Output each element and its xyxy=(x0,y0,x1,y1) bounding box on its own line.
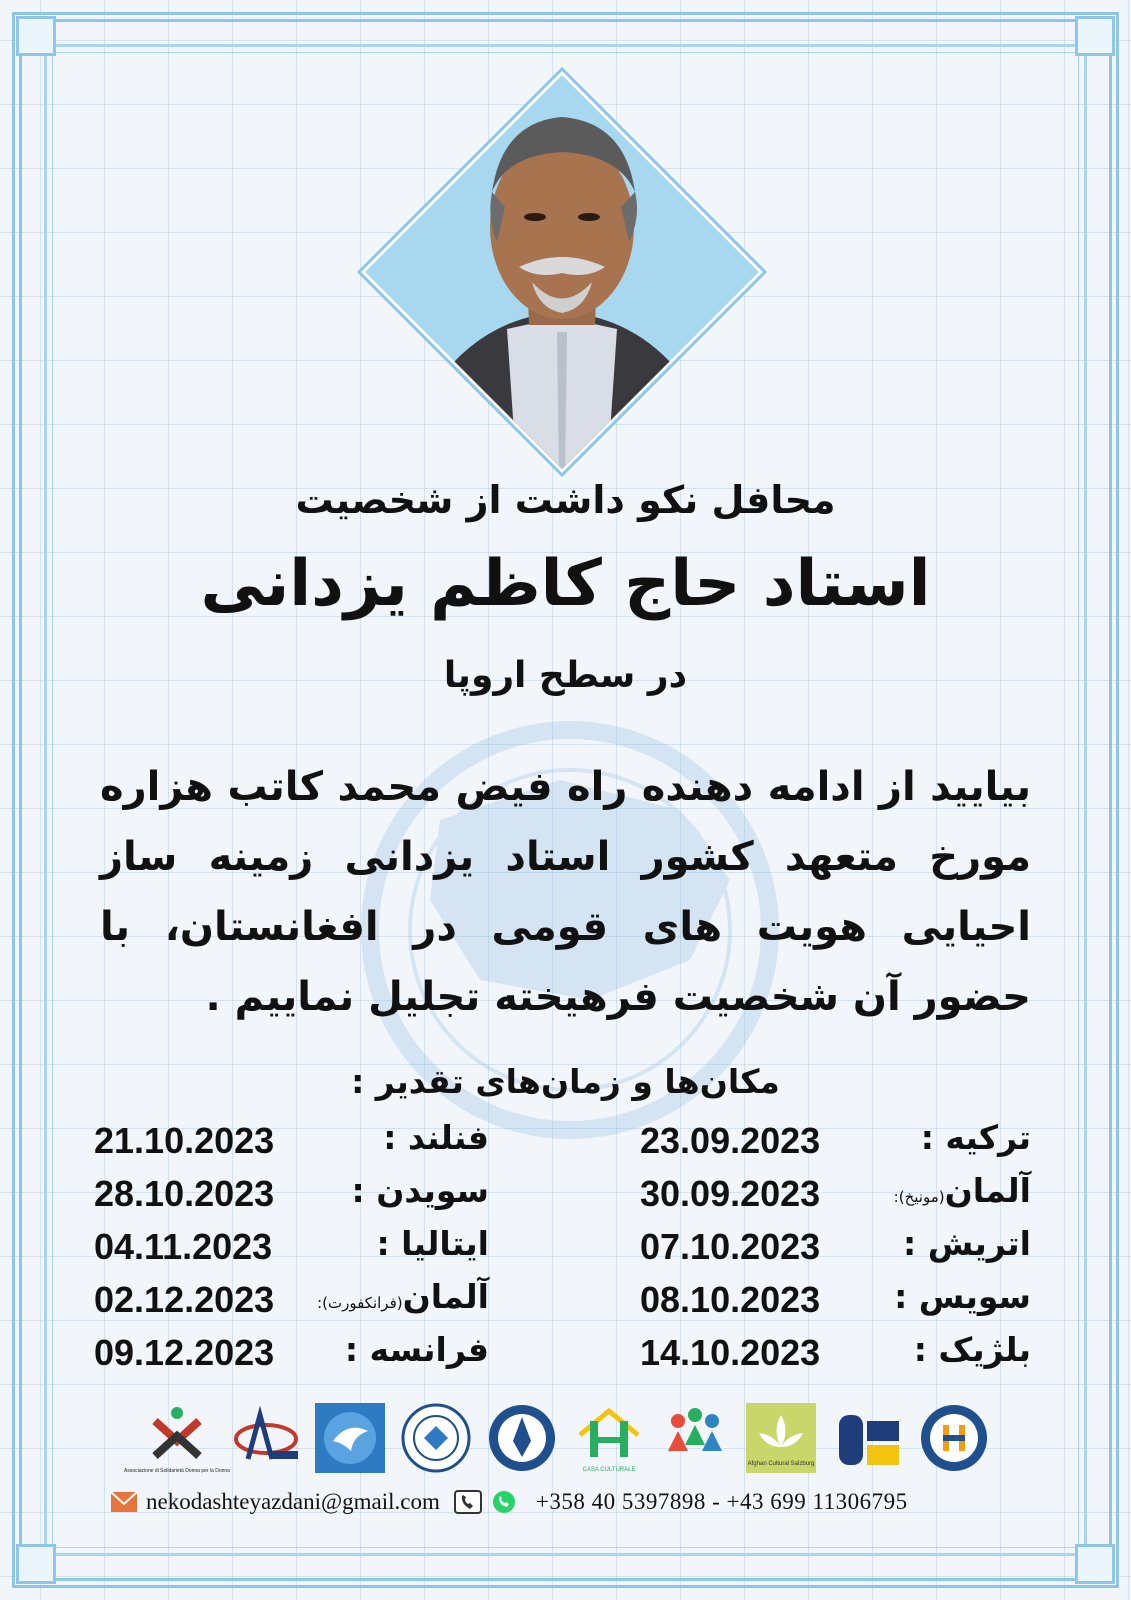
sponsor-logos xyxy=(124,1395,991,1480)
schedule-row xyxy=(0,1277,1131,1325)
phone-numbers[interactable]: +358 40 5397898 - +43 699 11306795 xyxy=(535,1489,908,1514)
date-value: 02.12.2023 xyxy=(94,1279,275,1320)
lotus-logo-icon xyxy=(744,1401,818,1475)
date-value: 07.10.2023 xyxy=(640,1226,821,1267)
date-value: 30.09.2023 xyxy=(640,1173,821,1214)
honoree-name: استاد حاج کاظم یزدانی xyxy=(200,547,931,621)
corner-ornament xyxy=(16,1544,56,1584)
svg-text:CASA CULTURALE: CASA CULTURALE xyxy=(582,1466,636,1473)
subtitle: محافل نکو داشت از شخصیت xyxy=(295,478,836,522)
people-logo-icon xyxy=(658,1401,732,1475)
place-label: اتریش : xyxy=(903,1224,1031,1263)
region-text: در سطح اروپا xyxy=(443,655,688,696)
date-value: 23.09.2023 xyxy=(640,1120,821,1161)
announcement-text: بیایید از ادامه دهنده راه فیض محمد کاتب هزاره مورخ متعهد کشور استاد یزدانی زمینه ساز احیایی هویت های قومی در افغانستان، با حضور آن شخصیت فرهیخته تجلیل نماییم . xyxy=(100,764,1031,1020)
svg-text:Associazione di Solidarietà Do: Associazione di Solidarietà Donna per la Donna xyxy=(124,1467,230,1474)
portrait-frame xyxy=(357,67,767,477)
svg-text:Afghan Cultural Salzburg: Afghan Cultural Salzburg xyxy=(747,1460,815,1467)
place-label: بلژیک : xyxy=(913,1330,1031,1369)
pen-emblem-logo-icon xyxy=(485,1401,559,1475)
solidarity-logo-icon xyxy=(124,1401,230,1475)
date-value: 28.10.2023 xyxy=(94,1173,275,1214)
house-h-logo-icon xyxy=(572,1401,646,1475)
aid-organization-logo-icon xyxy=(226,1401,300,1475)
phone-icon xyxy=(454,1490,482,1514)
place-label: ترکیه : xyxy=(920,1118,1031,1157)
email-address[interactable]: nekodashteyazdani@gmail.com xyxy=(146,1489,440,1514)
portrait-photo xyxy=(357,67,767,477)
place-label: آلمان(مونیخ): xyxy=(893,1171,1031,1210)
h-badge-logo-icon xyxy=(917,1401,991,1475)
schedule-row xyxy=(0,1118,1131,1166)
date-value: 09.12.2023 xyxy=(94,1332,275,1373)
corner-ornament xyxy=(1075,1544,1115,1584)
building-logo-icon xyxy=(831,1401,905,1475)
schedule-row xyxy=(0,1171,1131,1219)
place-label: سویدن : xyxy=(351,1171,489,1210)
contact-bar xyxy=(110,1482,1021,1522)
place-label: ایتالیا : xyxy=(376,1224,489,1263)
place-label: فرانسه : xyxy=(344,1330,489,1369)
place-label: فنلند : xyxy=(383,1118,489,1157)
whatsapp-icon xyxy=(490,1490,518,1514)
dove-logo-icon xyxy=(313,1401,387,1475)
date-value: 14.10.2023 xyxy=(640,1332,821,1373)
place-label: سویس : xyxy=(894,1277,1031,1316)
place-label: آلمان(فرانکفورت): xyxy=(317,1277,489,1316)
date-value: 08.10.2023 xyxy=(640,1279,821,1320)
date-value: 21.10.2023 xyxy=(94,1120,275,1161)
schedule-title: مکان‌ها و زمان‌های تقدیر : xyxy=(351,1062,780,1101)
corner-ornament xyxy=(1075,16,1115,56)
email-icon xyxy=(110,1490,138,1514)
corner-ornament xyxy=(16,16,56,56)
schedule-row xyxy=(0,1330,1131,1378)
date-value: 04.11.2023 xyxy=(94,1226,273,1267)
hazara-council-logo-icon xyxy=(399,1401,473,1475)
schedule-row xyxy=(0,1224,1131,1272)
